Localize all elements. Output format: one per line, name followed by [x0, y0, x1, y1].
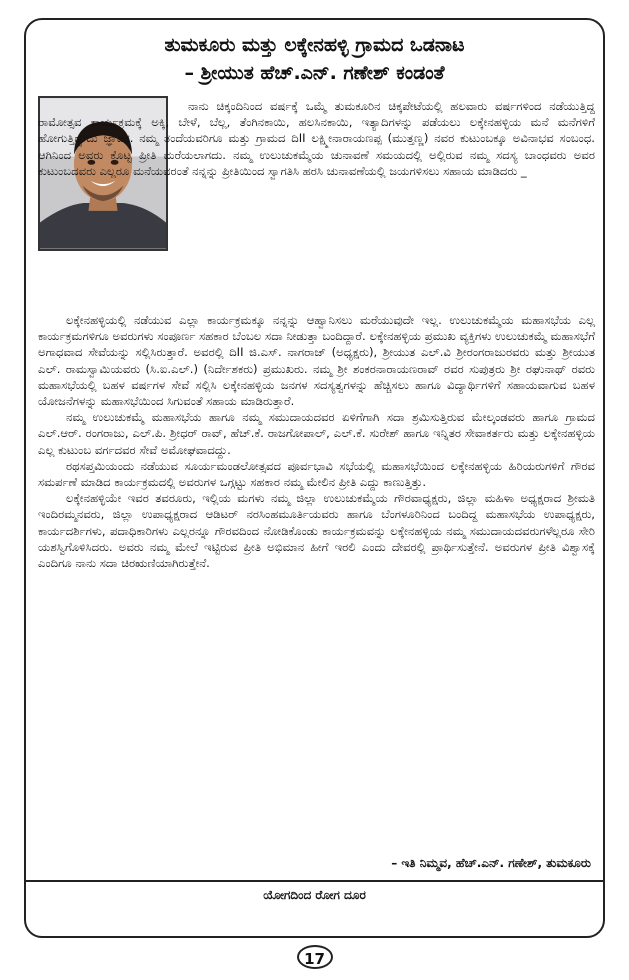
paragraph: ಲಕ್ಕೇನಹಳ್ಳಿಯಲ್ಲಿ ನಡೆಯುವ ಎಲ್ಲಾ ಕಾರ್ಯಕ್ರಮಕ್ಕೂ ನನ್ನನ್ನು ಆಹ್ವಾನಿಸಲು ಮರೆಯುವುದೇ ಇಲ್ಲ. ಉಲುಚುಕಮ್ಮೆಯ ಮಹಾಸಭೆಯ ಎಲ್ಲ ಕಾರ್ಯಕ್ರಮಗಳಿಗೂ ಅವರುಗಳು ಸಂಪೂರ್ಣ ಸಹಕಾರ ಬೆಂಬಲ ಸದಾ ನೀಡುತ್ತಾ ಬಂದಿದ್ದಾರೆ. ಲಕ್ಕೇನಹಳ್ಳಿಯ ಪ್ರಮುಖ ವ್ಯಕ್ತಿಗಳು ಉಲುಚುಕಮ್ಮೆ ಮಹಾಸಭೆಗೆ ಅಗಾಧವಾದ ಸೇವೆಯನ್ನು ಸಲ್ಲಿಸಿರುತ್ತಾರೆ. ಅವರಲ್ಲಿ ದಿII ಜಿ.ಎಸ್. ನಾಗರಾಜ್ (ಅಧ್ಯಕ್ಷರು), ಶ್ರೀಯುತ ಎಲ್.ವಿ ಶ್ರೀರಂಗರಾಜುರವರು ಮತ್ತು ಶ್ರೀಯುತ ಎಲ್. ರಾಮಸ್ವಾಮಿಯವರು (ಸಿ.ಐ.ಎಲ್.) (ನಿರ್ದೇಶಕರು) ಪ್ರಮುಖರು. ನಮ್ಮ ಶ್ರೀ ಶಂಕರನಾರಾಯಣರಾವ್ ರವರ ಸುಪುತ್ರರು ಶ್ರೀ ರಘುನಾಥ್ ರವರು ಮಹಾಸಭೆಯಲ್ಲಿ ಬಹಳ ವರ್ಷಗಳ ಸೇವೆ ಸಲ್ಲಿಸಿ ಲಕ್ಕೇನಹಳ್ಳಿಯ ಜನಗಳ ಸದಸ್ಯತ್ವಗಳನ್ನು ಹೆಚ್ಚಿಸಲು ಹಾಗೂ ವಿದ್ಯಾರ್ಥಿಗಳಿಗೆ ಸಹಾಯವಾಗುವ ಬಹಳ ಯೋಜನೆಗಳನ್ನು ಮಹಾಸಭೆಯಿಂದ ಸಿಗುವಂತೆ ಸಹಾಯ ಮಾಡಿರುತ್ತಾರೆ. — [38, 313, 595, 409]
footer-divider — [26, 880, 603, 882]
footer-slogan: ಯೋಗದಿಂದ ರೋಗ ದೂರ — [263, 888, 366, 902]
article-title: ತುಮಕೂರು ಮತ್ತು ಲಕ್ಕೇನಹಳ್ಳಿ ಗ್ರಾಮದ ಒಡನಾಟ — [164, 34, 465, 56]
article-body — [38, 312, 595, 571]
page-number: 17 — [297, 945, 333, 969]
paragraph: ಲಕ್ಕೇನಹಳ್ಳಿಯೇ ಇವರ ತವರೂರು, ಇಲ್ಲಿಯ ಮಗಳು ನಮ್ಮ ಜಿಲ್ಲಾ ಉಲುಚುಕಮ್ಮೆಯ ಗೌರವಾಧ್ಯಕ್ಷರು, ಜಿಲ್ಲಾ ಮಹಿಳಾ ಅಧ್ಯಕ್ಷರಾದ ಶ್ರೀಮತಿ ಇಂದಿರಮ್ಮನವರು, ಜಿಲ್ಲಾ ಉಪಾಧ್ಯಕ್ಷರಾದ ಆಡಿಟರ್ ನರಸಿಂಹಮೂರ್ತಿಯವರು ಹಾಗೂ ಬೆಂಗಳೂರಿನಿಂದ ಬಂದಿದ್ದ ಮಹಾಸಭೆಯ ಉಪಾಧ್ಯಕ್ಷರು, ಕಾರ್ಯದರ್ಶಿಗಳು, ಪದಾಧಿಕಾರಿಗಳು ಎಲ್ಲರನ್ನೂ ಗೌರವದಿಂದ ನೋಡಿಕೊಂಡು ಕಾರ್ಯಕ್ರಮವನ್ನು ಲಕ್ಕೇನಹಳ್ಳಿಯ ನಮ್ಮ ಸಮುದಾಯದವರುಗಳೆಲ್ಲರೂ ಸೇರಿ ಯಶಸ್ವಿಗೊಳಿಸಿದರು. ಅವರು ನಮ್ಮ ಮೇಲೆ ಇಟ್ಟಿರುವ ಪ್ರೀತಿ ಅಭಿಮಾನ ಹೀಗೆ ಇರಲಿ ಎಂದು ದೇವರಲ್ಲಿ ಪ್ರಾರ್ಥಿಸುತ್ತೇನೆ. ಅವರುಗಳ ಪ್ರೀತಿ ವಿಶ್ವಾಸಕ್ಕೆ ಎಂದಿಗೂ ನಾನು ಸದಾ ಚಿರಋಣಿಯಾಗಿರುತ್ತೇನೆ. — [38, 491, 595, 571]
signature-line: – ಇತಿ ನಿಮ್ಮವ, ಹೆಚ್.ಎನ್. ಗಣೇಶ್, ತುಮಕೂರು — [391, 856, 591, 870]
paragraph: ರಥಸಪ್ತಮಿಯಂದು ನಡೆಯುವ ಸೂರ್ಯಮಂಡಲೋತ್ಸವದ ಪೂರ್ವಭಾವಿ ಸಭೆಯಲ್ಲಿ ಮಹಾಸಭೆಯಿಂದ ಲಕ್ಕೇನಹಳ್ಳಿಯ ಹಿರಿಯರುಗಳಿಗೆ ಗೌರವ ಸಮರ್ಪಣೆ ಮಾಡಿದ ಕಾರ್ಯಕ್ರಮದಲ್ಲಿ ಅವರುಗಳ ಒಗ್ಗಟ್ಟು ಸಹಕಾರ ನಮ್ಮ ಮೇಲಿನ ಪ್ರೀತಿ ಎದ್ದು ಕಾಣುತ್ತಿತ್ತು. — [38, 458, 595, 490]
paragraph-intro: ನಾನು ಚಿಕ್ಕಂದಿನಿಂದ ವರ್ಷಕ್ಕೆ ಒಮ್ಮೆ ತುಮಕೂರಿನ ಚಿಕ್ಕಪೇಟೆಯಲ್ಲಿ ಹಲವಾರು ವರ್ಷಗಳಿಂದ ನಡೆಯುತ್ತಿದ್ದ ರಾಮೋತ್ಸವ ಕಾರ್ಯಕ್ರಮಕ್ಕೆ ಅಕ್ಕಿ, ಬೇಳೆ, ಬೆಲ್ಲ, ತೆಂಗಿನಕಾಯಿ, ಹಲಸಿನಕಾಯಿ, ಇತ್ಯಾದಿಗಳನ್ನು ಪಡೆಯಲು ಲಕ್ಕೇನಹಳ್ಳಿಯ ಮನೆ ಮನೆಗಳಿಗೆ ಹೋಗುತ್ತಿದ್ದುದು ಜ್ಞಾಪಕ. ನಮ್ಮ ತಂದೆಯವರಿಗೂ ಮತ್ತು ಗ್ರಾಮದ ದಿII ಲಕ್ಷ್ಮೀನಾರಾಯಣಪ್ಪ (ಮುತ್ತಣ್ಣ) ನವರ ಕುಟುಂಬಕ್ಕೂ ಅವಿನಾಭವ ಸಂಬಂಧ. ಆಗಿನಿಂದ ಅವರು ಕೊಟ್ಟ ಪ್ರೀತಿ ಮರೆಯಲಾಗದು. ನಮ್ಮ ಉಲುಚುಕಮ್ಮೆಯ ಚುನಾವಣೆ ಸಮಯದಲ್ಲಿ ಅಲ್ಲಿರುವ ನಮ್ಮ ಸದಸ್ಯ ಬಾಂಧವರು ಅವರ ಕುಟುಂಬದವರು ಎಲ್ಲರೂ ಮನೆಯವರಂತೆ ನನ್ನನ್ನು ಪ್ರೀತಿಯಿಂದ ಸ್ವಾಗತಿಸಿ ಹರಸಿ ಚುನಾವಣೆಯಲ್ಲಿ ಜಯಗಳಿಸಲು ಸಹಾಯ ಮಾಡಿದರು _ — [38, 99, 595, 178]
article-frame — [24, 18, 605, 938]
paragraph: ನಮ್ಮ ಉಲುಚುಕಮ್ಮೆ ಮಹಾಸಭೆಯ ಹಾಗೂ ನಮ್ಮ ಸಮುದಾಯದವರ ಏಳಿಗೆಗಾಗಿ ಸದಾ ಶ್ರಮಿಸುತ್ತಿರುವ ಮೇಲ್ಕಂಡವರು ಹಾಗೂ ಗ್ರಾಮದ ಎಲ್.ಆರ್. ರಂಗರಾಜು, ಎಲ್.ಪಿ. ಶ್ರೀಧರ್ ರಾವ್, ಹೆಚ್.ಕೆ. ರಾಜಗೋಪಾಲ್, ಎಲ್.ಕೆ. ಸುರೇಶ್ ಹಾಗೂ ಇನ್ನಿತರ ಸೇವಾಕರ್ತರು ಮತ್ತು ಲಕ್ಕೇನಹಳ್ಳಿಯ ಎಲ್ಲ ಕುಟುಂಬ ವರ್ಗದವರ ಸೇವೆ ಅಮೋಘವಾದದ್ದು. — [38, 410, 595, 457]
article-subtitle: – ಶ್ರೀಯುತ ಹೆಚ್.ಎನ್. ಗಣೇಶ್ ಕಂಡಂತೆ — [184, 62, 445, 84]
